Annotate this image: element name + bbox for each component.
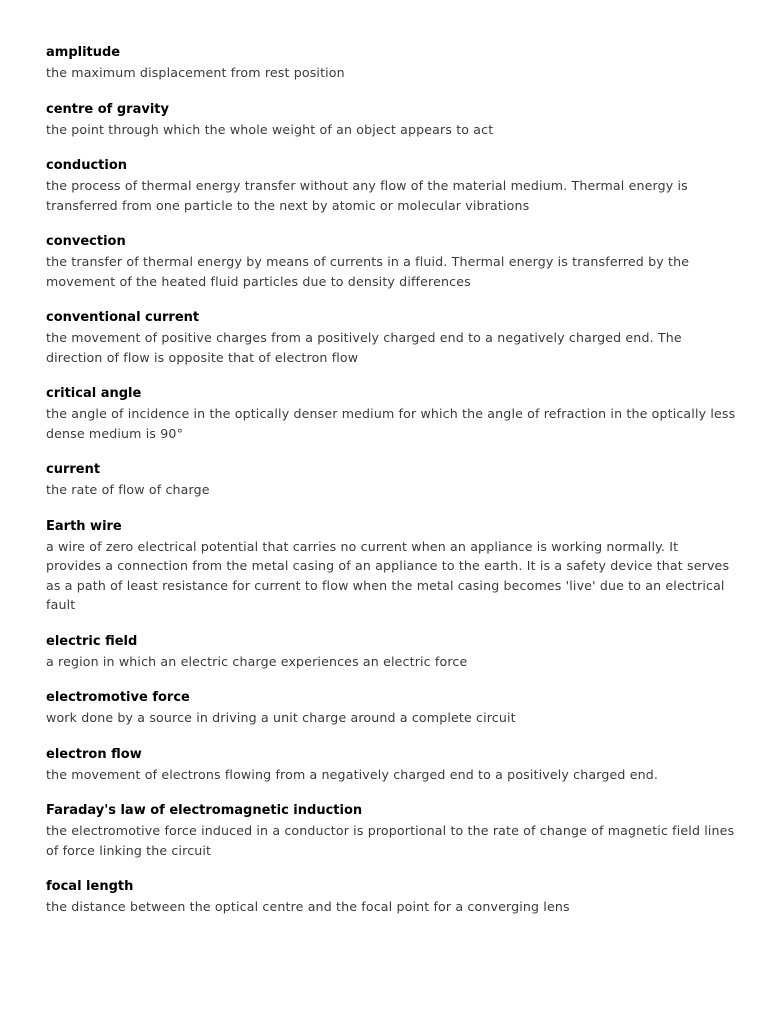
glossary-term: focal length <box>46 879 134 894</box>
glossary-term: conventional current <box>46 310 200 325</box>
glossary-term: current <box>46 462 101 477</box>
glossary-definition: a region in which an electric charge experiences an electric force <box>46 653 468 669</box>
glossary-term: electric field <box>46 633 138 649</box>
glossary-definition: a wire of zero electrical potential that carries no current when an appliance is working normally. It provides a connection from the metal casing of an appliance to the earth. It is a safety device that serves as a path of least resistance for current to flow when the metal casing becomes 'live' due to an electrical fault <box>46 538 730 612</box>
glossary-term: electromotive force <box>46 690 190 705</box>
glossary-entry-focal-length <box>46 878 736 917</box>
glossary-definition: work done by a source in driving a unit charge around a complete circuit <box>46 710 516 725</box>
glossary-entry-electron-flow <box>46 746 736 785</box>
glossary-term: conduction <box>46 158 128 173</box>
glossary-term: critical angle <box>46 386 142 401</box>
glossary-entry-electric-field <box>46 633 736 672</box>
glossary-term: convection <box>46 234 126 249</box>
glossary-definition: the transfer of thermal energy by means of currents in a fluid. Thermal energy is transferred by the movement of the heated fluid particles due to density differences <box>46 254 690 289</box>
glossary-term: amplitude <box>46 45 121 60</box>
glossary-definition: the maximum displacement from rest position <box>46 65 345 80</box>
glossary-definition: the movement of electrons flowing from a negatively charged end to a positively charged end. <box>46 766 659 782</box>
glossary-definition: the process of thermal energy transfer without any flow of the material medium. Thermal energy is transferred from one particle to the next by atomic or molecular vibrations <box>46 178 688 213</box>
glossary-term: electron flow <box>46 746 142 762</box>
glossary-entry-critical-angle <box>46 385 736 443</box>
glossary-entry-earth-wire <box>46 518 736 615</box>
glossary-definition: the angle of incidence in the optically denser medium for which the angle of refraction in the optically less dense medium is 90° <box>46 406 736 441</box>
glossary-entry-conventional-current <box>46 309 736 367</box>
glossary-definition: the electromotive force induced in a conductor is proportional to the rate of change of magnetic field lines of force linking the circuit <box>46 823 735 858</box>
glossary-term: Earth wire <box>46 518 122 534</box>
glossary-entry-centre-of-gravity <box>46 101 736 140</box>
glossary-entry-conduction <box>46 157 736 215</box>
glossary-entry-convection <box>46 233 736 291</box>
glossary-term: Faraday's law of electromagnetic induction <box>46 803 363 818</box>
glossary-entry-amplitude <box>46 44 736 83</box>
glossary-entry-current <box>46 461 736 500</box>
glossary-entry-faradays-law <box>46 802 736 860</box>
glossary-definition: the point through which the whole weight of an object appears to act <box>46 121 494 137</box>
glossary-term: centre of gravity <box>46 101 169 117</box>
glossary-list <box>46 44 736 935</box>
glossary-definition: the rate of flow of charge <box>46 482 210 497</box>
glossary-entry-electromotive-force <box>46 689 736 728</box>
glossary-definition: the distance between the optical centre and the focal point for a converging lens <box>46 899 570 914</box>
glossary-definition: the movement of positive charges from a positively charged end to a negatively charged end. The direction of flow is opposite that of electron flow <box>46 330 682 365</box>
